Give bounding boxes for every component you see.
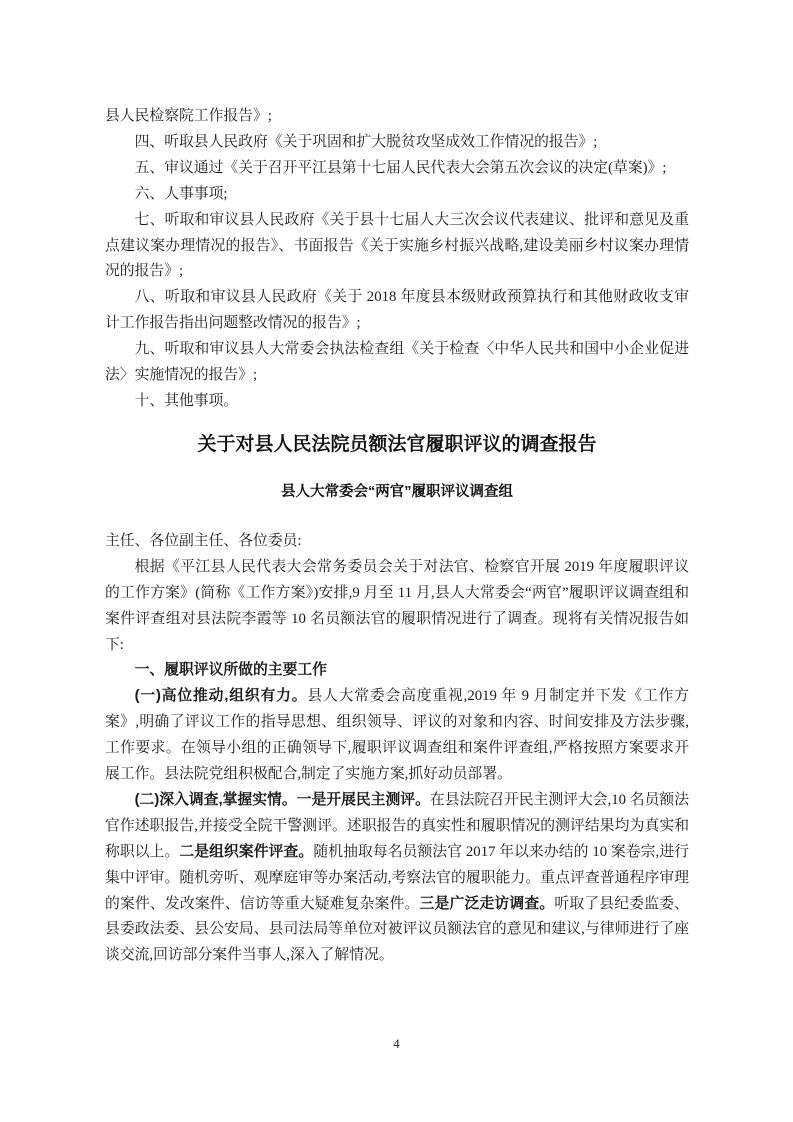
document-content (105, 104, 689, 969)
bold-text-run: 二是组织案件评查。 (179, 843, 314, 860)
paragraph (105, 555, 689, 659)
page-number: 4 (393, 1037, 400, 1051)
text-run: 五、审议通过《关于召开平江县第十七届人民代表大会第五次会议的决定(草案)》; (134, 159, 667, 176)
paragraph (105, 337, 689, 389)
paragraph (105, 389, 689, 415)
text-run: 随机抽取每名员额法官 2017 年以来办结的 10 案卷宗,进行集中评审。随机旁听、观摩庭审等办案活动,考察法官的履职能力。重点评查普通程序审理的案件、发改案件、信访等重大疑难复杂案件。 (105, 843, 689, 912)
text-run: 十、其他事项。 (134, 392, 239, 409)
text-run: 根据《平江县人民代表大会常务委员会关于对法官、检察官开展 2019 年度履职评议的工作方案》(简称《工作方案》)安排,9 月至 11 月,县人大常委会“两官”履职评议调查组和案件评查组对县法院李霞等 10 名员额法官的履职情况进行了调查。现将有关情况报告如下: (105, 558, 689, 653)
page-footer (0, 1037, 793, 1052)
paragraph (105, 788, 689, 969)
report-subtitle: 县人大常委会“两官”履职评议调查组 (281, 483, 513, 500)
text-run: 在县法院召开民主测评大会,10 名员额法官作述职报告,并接受全院干警测评。述职报告的真实性和履职情况的测评结果均为真实和称职以上。 (105, 791, 689, 860)
bold-text-run: 一、履职评议所做的主要工作 (134, 662, 327, 679)
paragraph (105, 658, 689, 684)
text-run: 七、听取和审议县人民政府《关于县十七届人大三次会议代表建议、批评和意见及重点建议案办理情况的报告》、书面报告《关于实施乡村振兴战略,建设美丽乡村议案办理情况的报告》; (105, 211, 689, 280)
text-run: 主任、各位副主任、各位委员: (105, 532, 302, 549)
text-run: 九、听取和审议县人大常委会执法检查组《关于检查〈中华人民共和国中小企业促进法〉实施情况的报告》; (105, 341, 689, 384)
paragraph (105, 208, 689, 286)
paragraph (105, 130, 689, 156)
text-run: 六、人事事项; (134, 185, 228, 202)
paragraph (105, 182, 689, 208)
text-run: 县人民检察院工作报告》; (105, 108, 272, 124)
bold-text-run: (一)高位推动,组织有力。 (134, 688, 308, 705)
bold-text-run: (二)深入调查,掌握实情。一是开展民主测评。 (134, 791, 430, 808)
text-run: 八、听取和审议县人民政府《关于 2018 年度县本级财政预算执行和其他财政收支审计工作报告指出问题整改情况的报告》; (105, 289, 689, 332)
paragraph (105, 104, 689, 130)
paragraph (105, 156, 689, 182)
text-run: 县人大常委会高度重视,2019 年 9 月制定并下发《工作方案》,明确了评议工作的指导思想、组织领导、评议的对象和内容、时间安排及方法步骤,工作要求。在领导小组的正确领导下,履职评议调查组和案件评查组,严格按照方案要求开展工作。县法院党组积极配合,制定了实施方案,抓好动员部署。 (105, 688, 689, 783)
report-title: 关于对县人民法院员额法官履职评议的调查报告 (197, 433, 597, 455)
text-run: 听取了县纪委监委、县委政法委、县公安局、县司法局等单位对被评议员额法官的意见和建议,与律师进行了座谈交流,回访部分案件当事人,深入了解情况。 (105, 895, 689, 964)
paragraph (105, 684, 689, 788)
text-run: 四、听取县人民政府《关于巩固和扩大脱贫攻坚成效工作情况的报告》; (134, 133, 598, 150)
paragraph (105, 285, 689, 337)
bold-text-run: 三是广泛走访调查。 (419, 895, 555, 912)
paragraph (105, 529, 689, 555)
